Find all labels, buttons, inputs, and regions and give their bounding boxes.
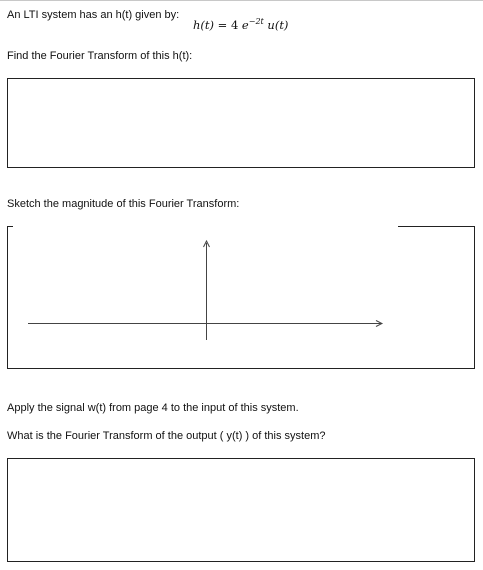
fourier-answer-box[interactable] [7, 78, 475, 168]
formula-lhs: h(t) [193, 18, 215, 32]
question-output-prompt: What is the Fourier Transform of the output ( y(t) ) of this system? [7, 430, 326, 442]
sketch-area[interactable] [7, 226, 475, 369]
formula-step: u(t) [263, 18, 289, 32]
output-answer-box[interactable] [7, 458, 475, 562]
formula-equals: = 4 [214, 18, 239, 32]
impulse-response-formula [193, 17, 288, 35]
question-apply-signal: Apply the signal w(t) from page 4 to the input of this system. [7, 402, 299, 414]
sketch-canvas [7, 226, 475, 369]
formula-exponent: −2t [248, 17, 264, 26]
formula-base: e [238, 18, 249, 32]
top-divider [0, 0, 483, 1]
question-sketch-prompt: Sketch the magnitude of this Fourier Transform: [7, 198, 240, 210]
question-intro: An LTI system has an h(t) given by: [7, 9, 180, 21]
question-fourier-prompt: Find the Fourier Transform of this h(t): [7, 50, 193, 62]
